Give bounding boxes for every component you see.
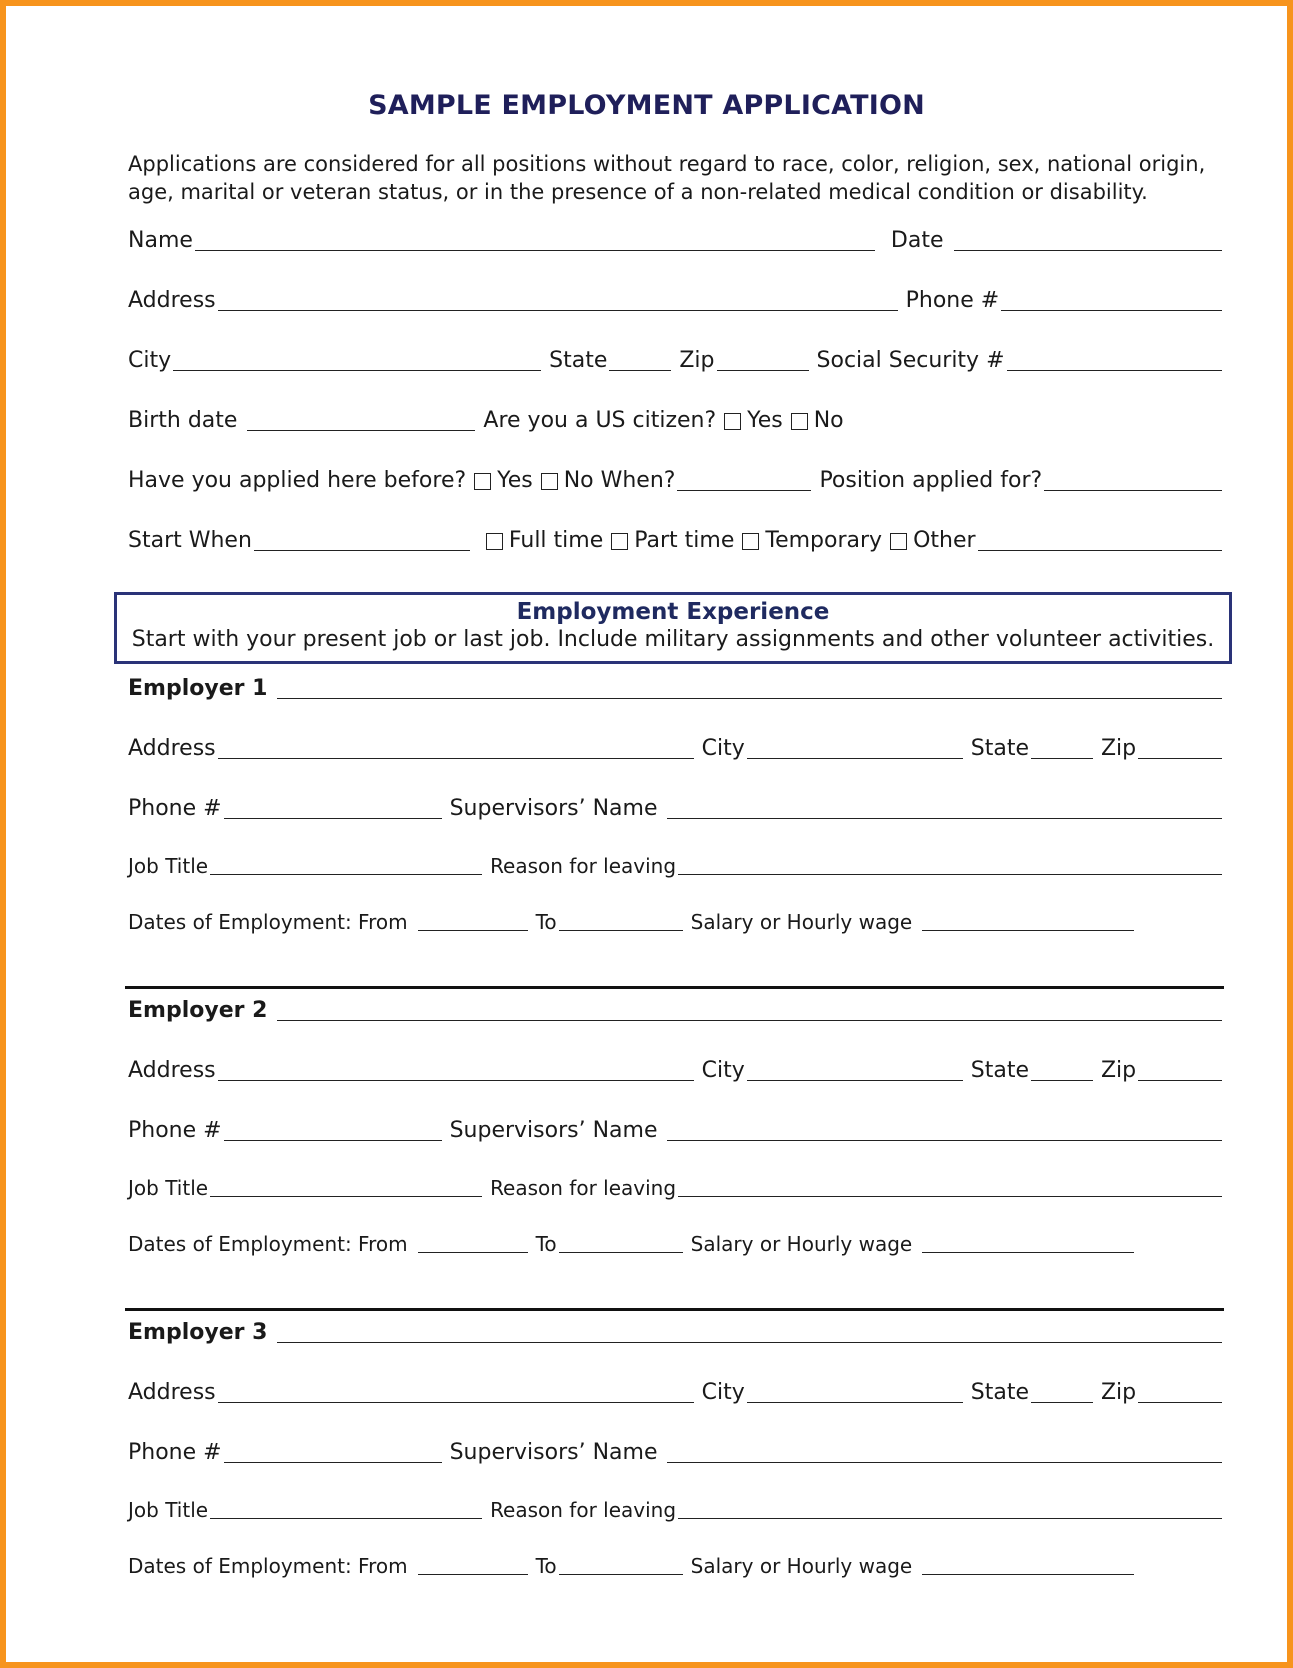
name-field[interactable] [195, 228, 875, 251]
employer-state-label: State [970, 1380, 1029, 1405]
employer-supervisor-label: Supervisors’ Name [449, 1118, 658, 1143]
address-phone-row [128, 288, 1222, 314]
city-state-zip-row [128, 348, 1222, 374]
employer-reason-field[interactable] [678, 1174, 1222, 1197]
employer-job-row [128, 852, 1222, 878]
employer-address-field[interactable] [218, 1058, 694, 1081]
employer-address-label: Address [128, 1380, 216, 1405]
employer-dates-to-label: To [535, 910, 557, 934]
employer-job-title-label: Job Title [128, 854, 209, 878]
full-time-label: Full time [508, 528, 604, 553]
employer-dates-from-label: Dates of Employment: From [128, 1232, 408, 1256]
employer-label: Employer 1 [128, 676, 268, 701]
employment-experience-note: Start with your present job or last job. Include military assignments and other volunteer activities. [131, 627, 1215, 652]
employer-job-row [128, 1496, 1222, 1522]
other-checkbox[interactable] [890, 533, 907, 550]
address-field[interactable] [218, 288, 898, 311]
applied-when-field[interactable] [677, 468, 811, 491]
employer-divider [125, 986, 1224, 989]
applied-before-row [128, 468, 1222, 494]
part-time-label: Part time [634, 528, 735, 553]
zip-label: Zip [679, 348, 715, 373]
employer-salary-label: Salary or Hourly wage [690, 1554, 913, 1578]
employer-supervisor-field[interactable] [667, 796, 1222, 819]
employer-address-label: Address [128, 736, 216, 761]
applied-yes-checkbox[interactable] [474, 473, 491, 490]
employer-address-row [128, 1058, 1222, 1084]
employer-name-row [128, 998, 1222, 1024]
employer-dates-from-field[interactable] [418, 1230, 528, 1253]
employer-address-field[interactable] [218, 1380, 694, 1403]
employer-name-row [128, 1320, 1222, 1346]
employer-state-field[interactable] [1031, 736, 1093, 759]
date-field[interactable] [954, 228, 1223, 251]
employer-reason-label: Reason for leaving [490, 1498, 677, 1522]
citizen-no-checkbox[interactable] [791, 413, 808, 430]
employer-city-label: City [701, 1380, 745, 1405]
other-label: Other [913, 528, 976, 553]
citizen-question: Are you a US citizen? [483, 408, 717, 433]
employer-reason-label: Reason for leaving [490, 854, 677, 878]
zip-field[interactable] [717, 348, 809, 371]
employer-state-label: State [970, 736, 1029, 761]
start-when-label: Start When [128, 528, 252, 553]
employer-job-title-label: Job Title [128, 1176, 209, 1200]
employment-experience-heading: Employment Experience [516, 599, 830, 625]
employer-zip-field[interactable] [1138, 736, 1222, 759]
employer-divider [125, 1308, 1224, 1311]
employer-name-field[interactable] [277, 676, 1222, 699]
employer-dates-to-label: To [535, 1232, 557, 1256]
citizen-no-label: No [813, 408, 844, 433]
employer-state-field[interactable] [1031, 1058, 1093, 1081]
employer-salary-label: Salary or Hourly wage [690, 1232, 913, 1256]
other-field[interactable] [978, 528, 1222, 551]
page-title: SAMPLE EMPLOYMENT APPLICATION [368, 90, 925, 121]
employer-dates-to-label: To [535, 1554, 557, 1578]
applied-yes-label: Yes [497, 468, 533, 493]
state-label: State [549, 348, 608, 373]
employer-name-field[interactable] [277, 1320, 1222, 1343]
employer-phone-row [128, 796, 1222, 822]
ssn-field[interactable] [1007, 348, 1222, 371]
employer-label: Employer 3 [128, 1320, 268, 1345]
employer-salary-field[interactable] [922, 908, 1134, 931]
employer-dates-from-field[interactable] [418, 908, 528, 931]
employer-state-field[interactable] [1031, 1380, 1093, 1403]
citizen-yes-checkbox[interactable] [724, 413, 741, 430]
name-label: Name [128, 228, 193, 253]
employer-job-title-field[interactable] [210, 1174, 482, 1197]
employer-dates-from-field[interactable] [418, 1552, 528, 1575]
temporary-checkbox[interactable] [742, 533, 759, 550]
employer-phone-label: Phone # [128, 796, 222, 821]
employer-phone-field[interactable] [224, 1440, 442, 1463]
start-when-field[interactable] [254, 528, 470, 551]
employer-salary-label: Salary or Hourly wage [690, 910, 913, 934]
employer-city-label: City [701, 736, 745, 761]
position-label: Position applied for? [819, 468, 1043, 493]
state-field[interactable] [609, 348, 671, 371]
employer-job-title-label: Job Title [128, 1498, 209, 1522]
employer-phone-row [128, 1440, 1222, 1466]
employer-city-field[interactable] [747, 1380, 963, 1403]
employer-salary-field[interactable] [922, 1552, 1134, 1575]
employer-zip-label: Zip [1100, 1058, 1137, 1083]
employer-dates-from-label: Dates of Employment: From [128, 910, 408, 934]
employer-dates-to-field[interactable] [559, 1230, 683, 1253]
employer-phone-field[interactable] [224, 796, 442, 819]
employer-phone-field[interactable] [224, 1118, 442, 1141]
city-field[interactable] [173, 348, 541, 371]
employer-job-title-field[interactable] [210, 852, 482, 875]
employer-dates-to-field[interactable] [559, 1552, 683, 1575]
employer-zip-label: Zip [1100, 736, 1137, 761]
employer-address-row [128, 1380, 1222, 1406]
employer-phone-label: Phone # [128, 1118, 222, 1143]
employer-dates-from-label: Dates of Employment: From [128, 1554, 408, 1578]
employer-zip-field[interactable] [1138, 1380, 1222, 1403]
ssn-label: Social Security # [816, 348, 1005, 373]
employer-reason-field[interactable] [678, 1496, 1222, 1519]
employer-city-label: City [701, 1058, 745, 1083]
employer-zip-label: Zip [1100, 1380, 1137, 1405]
employer-dates-to-field[interactable] [559, 908, 683, 931]
part-time-checkbox[interactable] [611, 533, 628, 550]
phone-label: Phone # [905, 288, 1000, 313]
applied-no-when-label: No When? [563, 468, 676, 493]
employer-reason-field[interactable] [678, 852, 1222, 875]
employer-job-row [128, 1174, 1222, 1200]
employer-supervisor-field[interactable] [667, 1118, 1222, 1141]
birth-date-label: Birth date [128, 408, 238, 433]
applied-no-checkbox[interactable] [541, 473, 558, 490]
employer-dates-row [128, 1230, 1222, 1256]
employer-name-row [128, 676, 1222, 702]
employer-dates-row [128, 1552, 1222, 1578]
position-field[interactable] [1044, 468, 1222, 491]
employer-phone-row [128, 1118, 1222, 1144]
intro-text: Applications are considered for all positions without regard to race, color, religion, sex, national origin, age, marital or veteran status, or in the presence of a non-related medical condition or disability. [128, 152, 1206, 204]
full-time-checkbox[interactable] [486, 533, 503, 550]
employer-name-field[interactable] [277, 998, 1222, 1021]
employer-city-field[interactable] [747, 1058, 963, 1081]
applied-before-label: Have you applied here before? [128, 468, 467, 493]
employer-state-label: State [970, 1058, 1029, 1083]
citizen-yes-label: Yes [747, 408, 783, 433]
employment-experience-box [114, 592, 1232, 664]
birth-date-field[interactable] [247, 408, 475, 431]
name-date-row [128, 228, 1222, 254]
employer-city-field[interactable] [747, 736, 963, 759]
employer-job-title-field[interactable] [210, 1496, 482, 1519]
city-label: City [128, 348, 172, 373]
phone-field[interactable] [1001, 288, 1222, 311]
date-label: Date [890, 228, 944, 253]
employer-address-row [128, 736, 1222, 762]
employer-address-field[interactable] [218, 736, 694, 759]
address-label: Address [128, 288, 216, 313]
employer-reason-label: Reason for leaving [490, 1176, 677, 1200]
employer-supervisor-field[interactable] [667, 1440, 1222, 1463]
employer-salary-field[interactable] [922, 1230, 1134, 1253]
employer-phone-label: Phone # [128, 1440, 222, 1465]
temporary-label: Temporary [765, 528, 883, 553]
employer-supervisor-label: Supervisors’ Name [449, 1440, 658, 1465]
employer-address-label: Address [128, 1058, 216, 1083]
employer-dates-row [128, 908, 1222, 934]
employer-supervisor-label: Supervisors’ Name [449, 796, 658, 821]
employer-label: Employer 2 [128, 998, 268, 1023]
birth-citizen-row [128, 408, 1222, 434]
employer-zip-field[interactable] [1138, 1058, 1222, 1081]
start-row [128, 528, 1222, 554]
